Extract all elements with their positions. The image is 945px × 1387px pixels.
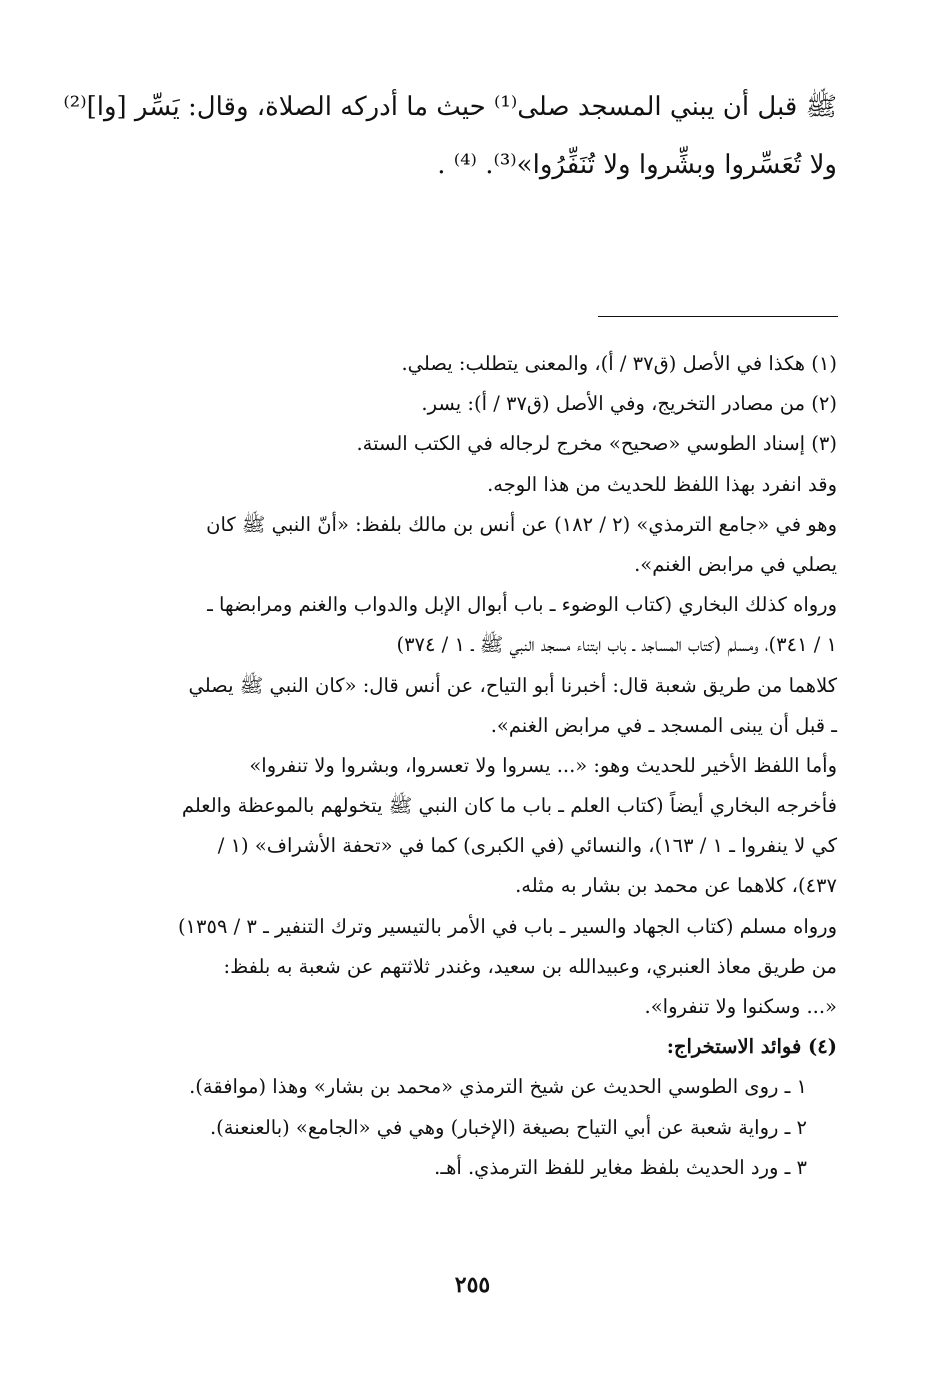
footnote-line: وأما اللفظ الأخير للحديث وهو: «... يسروا ولا تعسروا، وبشروا ولا تنفروا»	[249, 753, 837, 777]
hadith-main-text	[63, 78, 837, 194]
footnote-line: كي لا ينفروا ـ ١ / ١٦٣)، والنسائي (في الكبرى) كما في «تحفة الأشراف» (١ /	[217, 834, 837, 858]
footnote-line: كلاهما من طريق شعبة قال: أخبرنا أبو التياح، عن أنس قال: «كان النبي ﷺ يصلي	[188, 673, 837, 697]
footnote-1: (١) هكذا في الأصل (ق٣٧ / أ)، والمعنى يتطلب: يصلي.	[401, 352, 837, 375]
footnote-2: (٢) من مصادر التخريج، وفي الأصل (ق٣٧ / أ): يسر.	[421, 392, 837, 416]
footnote-line: ١ / ٣٤١)، ومسلم (كتاب المساجد ـ باب ابتناء مسجد النبي ﷺ ـ ١ / ٣٧٤)	[396, 633, 837, 657]
footnote-line: يصلي في مرابض الغنم».	[634, 552, 837, 576]
footnote-4-heading: (٤) فوائد الاستخراج:	[666, 1035, 837, 1059]
footnote-line: ٤٣٧)، كلاهما عن محمد بن بشار به مثله.	[515, 874, 837, 898]
footnote-line: «... وسكنوا ولا تنفروا».	[644, 995, 837, 1018]
footnote-line: من طريق معاذ العنبري، وعبيدالله بن سعيد، وغندر ثلاثتهم عن شعبة به بلفظ:	[223, 954, 837, 978]
benefit-item: ٢ ـ رواية شعبة عن أبي التياح بصيغة (الإخبار) وهي في «الجامع» (بالعنعنة).	[209, 1115, 807, 1139]
footnote-line: وقد انفرد بهذا اللفظ للحديث من هذا الوجه.	[487, 472, 837, 496]
footnote-line: وهو في «جامع الترمذي» (٢ / ١٨٢) عن أنس بن مالك بلفظ: «أنّ النبي ﷺ كان	[206, 512, 837, 536]
main-text-line: ﷺ قبل أن يبني المسجد صلى⁽¹⁾ حيث ما أدركه الصلاة، وقال: يَسِّر [وا]⁽²⁾	[63, 92, 837, 122]
footnote-separator	[598, 316, 838, 317]
page-number: ٢٥٥	[454, 1272, 491, 1298]
benefit-item: ١ ـ روى الطوسي الحديث عن شيخ الترمذي «محمد بن بشار» وهذا (موافقة).	[189, 1075, 807, 1099]
footnote-line: ورواه مسلم (كتاب الجهاد والسير ـ باب في الأمر بالتيسير وترك التنفير ـ ٣ / ١٣٥٩)	[177, 914, 837, 938]
footnote-line: ورواه كذلك البخاري (كتاب الوضوء ـ باب أبوال الإبل والدواب والغنم ومرابضها ـ	[207, 593, 837, 617]
main-text-line: ولا تُعَسِّروا وبشِّروا ولا تُنَفِّرُوا»⁽³⁾. ⁽⁴⁾ .	[437, 150, 837, 180]
footnote-line: فأخرجه البخاري أيضاً (كتاب العلم ـ باب ما كان النبي ﷺ يتخولهم بالموعظة والعلم	[181, 794, 837, 818]
footnote-3: (٣) إسناد الطوسي «صحيح» مخرج لرجاله في الكتب الستة.	[356, 432, 837, 456]
footnote-line: ـ قبل أن يبنى المسجد ـ في مرابض الغنم».	[490, 713, 837, 737]
benefit-item: ٣ ـ ورد الحديث بلفظ مغاير للفظ الترمذي. أهـ.	[434, 1155, 807, 1179]
footnotes-section	[116, 344, 837, 1188]
